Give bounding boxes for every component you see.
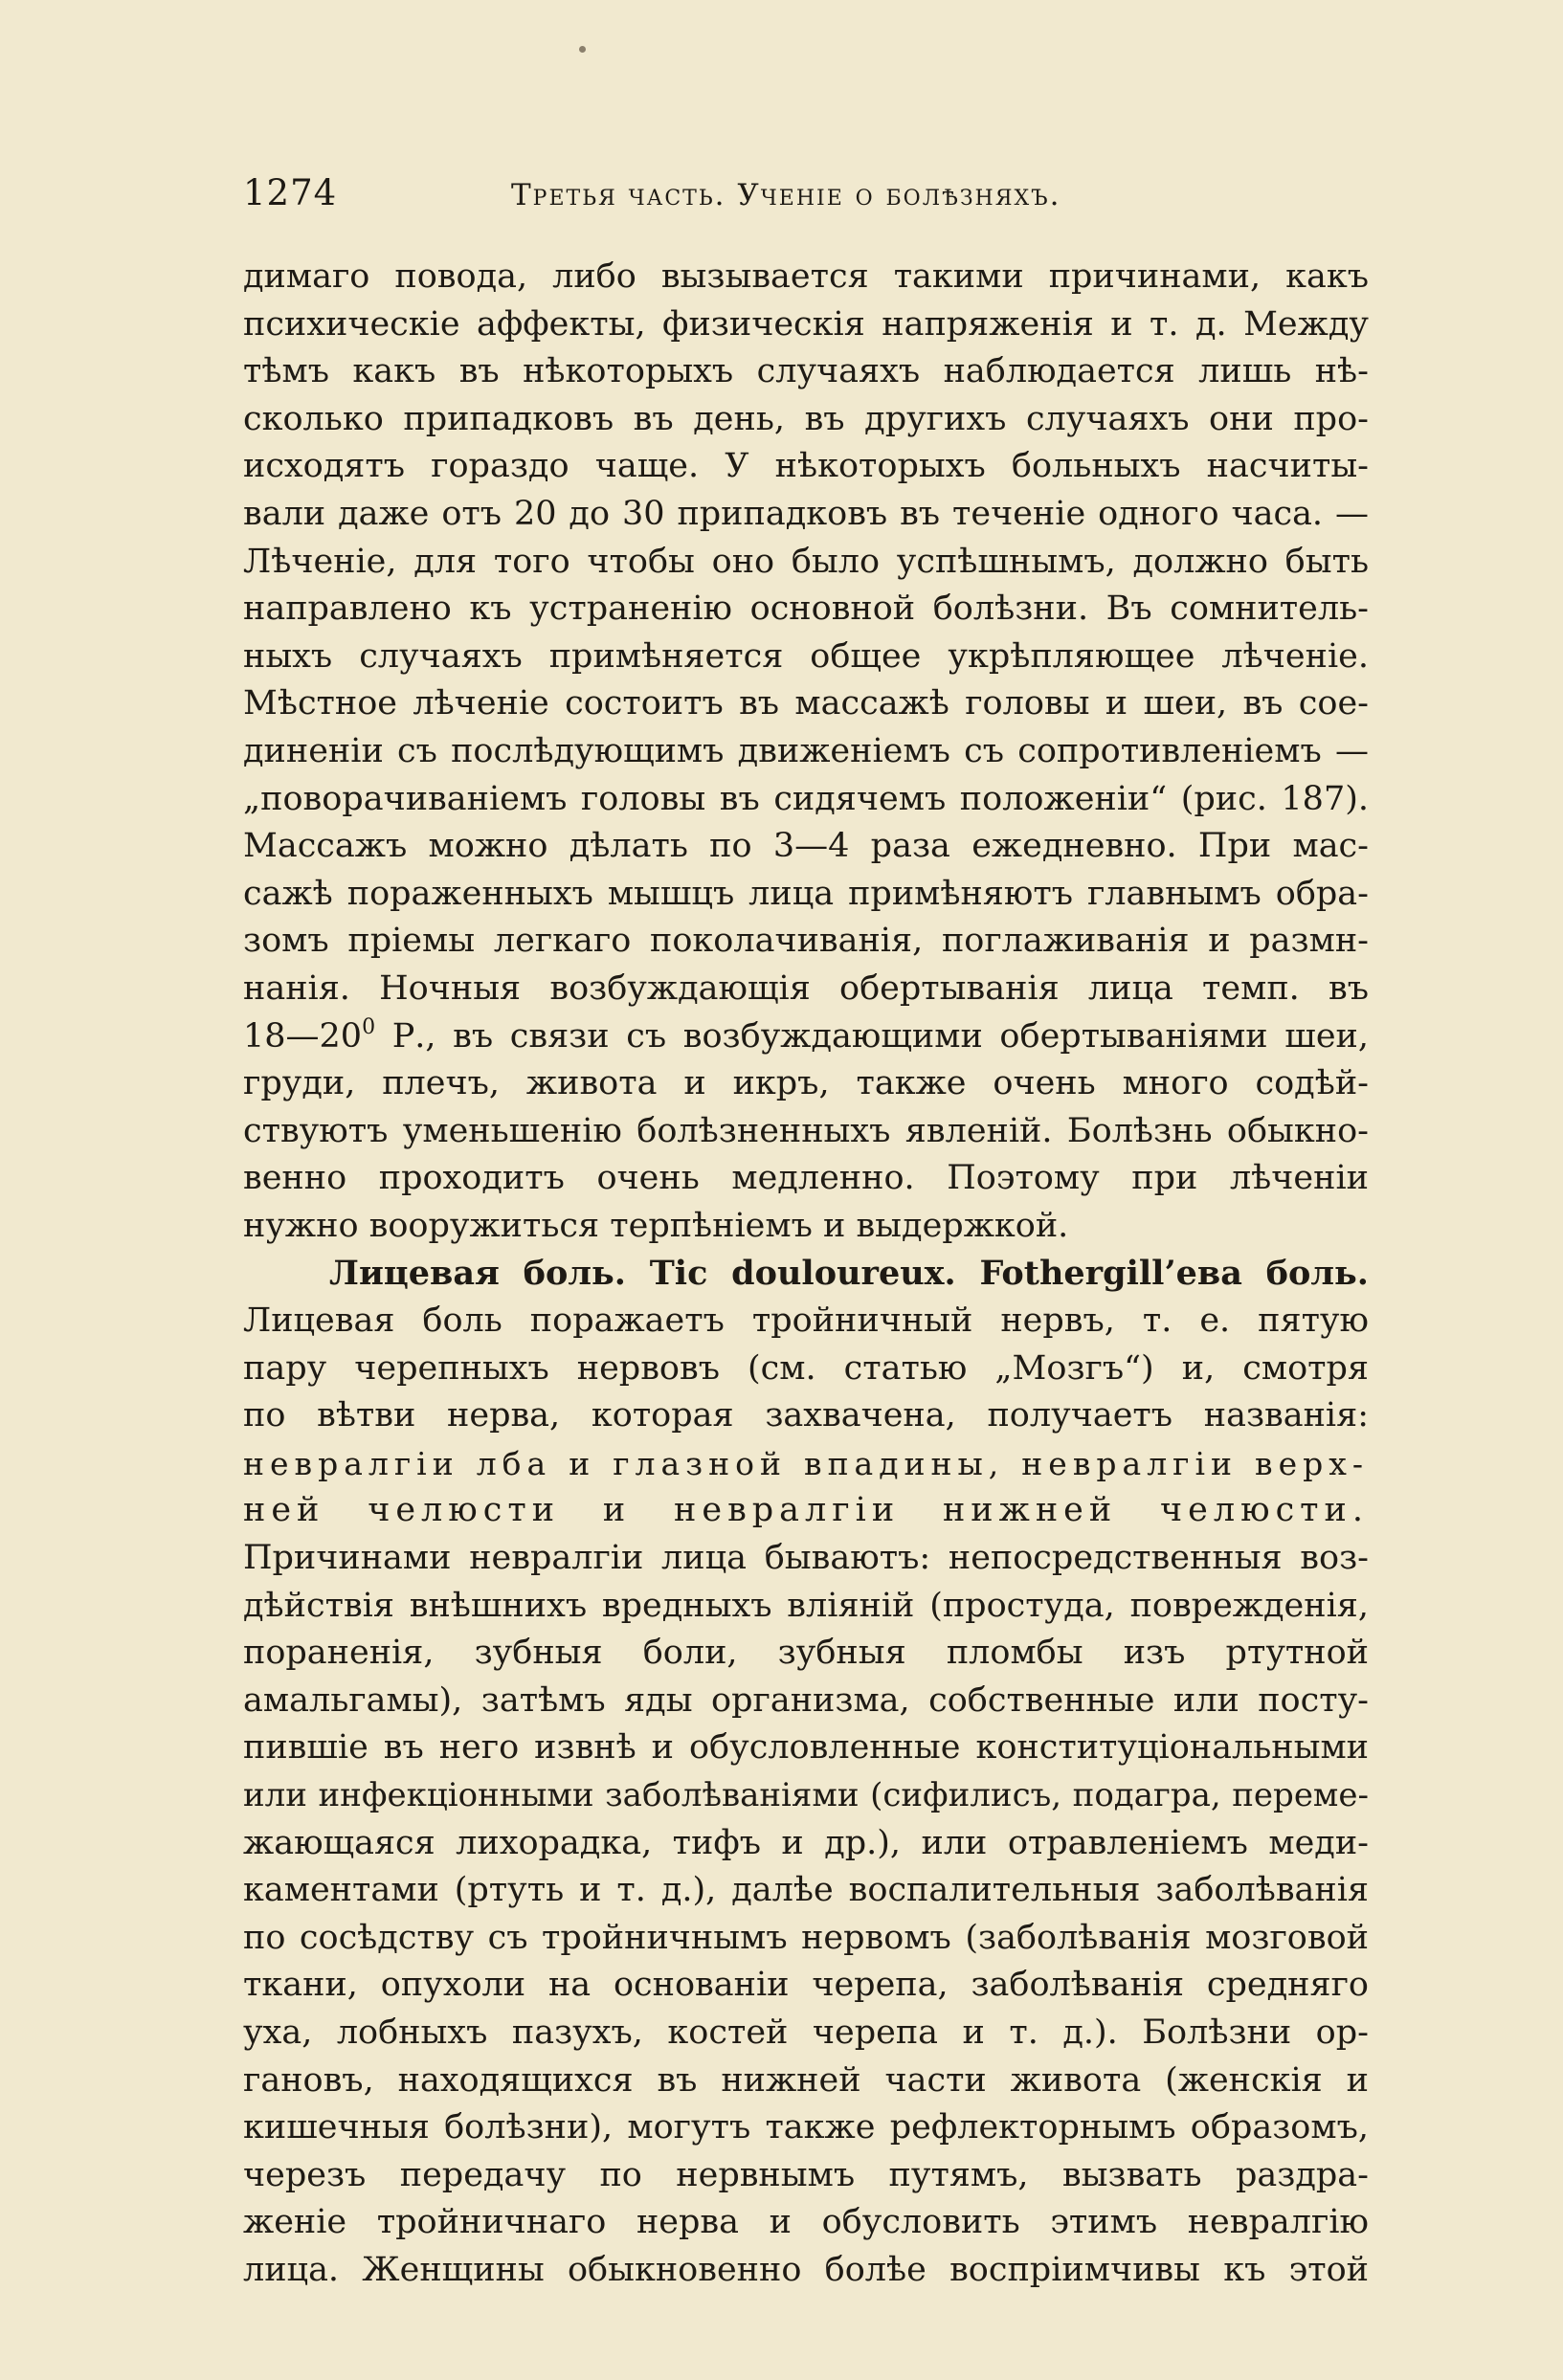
text-line	[243, 301, 1369, 349]
text-line	[243, 491, 1369, 539]
text-line	[243, 823, 1369, 871]
text-line	[243, 2247, 1369, 2295]
text-line	[243, 396, 1369, 444]
text-line	[243, 1724, 1369, 1772]
line-text: зомъ прiемы легкаго поколачиванiя, поглаживанiя и размн-	[243, 922, 1369, 961]
text-line	[243, 1487, 1369, 1535]
text-line	[243, 1630, 1369, 1678]
text-line	[243, 1820, 1369, 1868]
section-heading	[243, 1250, 1369, 1298]
paper-speck	[579, 46, 586, 53]
line-text: по сосѣдству съ тройничнымъ нервомъ (заболѣванiя мозговой	[243, 1918, 1369, 1957]
page-header	[243, 172, 1369, 222]
degree-superscript: 0	[362, 1014, 376, 1039]
line-text: ткани, опухоли на основанiи черепа, заболѣванiя средняго	[243, 1966, 1369, 2005]
text-line	[243, 1203, 1369, 1251]
text-line	[243, 586, 1369, 634]
line-text: сколько припадковъ въ день, въ другихъ случаяхъ они про-	[243, 399, 1369, 438]
text-line	[243, 1298, 1369, 1346]
text-line	[243, 2152, 1369, 2200]
line-text-continued: Р., въ связи съ возбуждающими обертыванiями шеи,	[375, 1016, 1369, 1056]
text-line	[243, 2010, 1369, 2057]
line-text: Лицевая боль поражаетъ тройничный нервъ, т. е. пятую	[243, 1301, 1369, 1341]
line-text: лица. Женщины обыкновенно болѣе воспрiимчивы къ этой	[243, 2250, 1369, 2289]
line-text: пару черепныхъ нервовъ (см. статью „Мозгъ“) и, смотря	[243, 1348, 1369, 1388]
text-line	[243, 1108, 1369, 1156]
line-text: ныхъ случаяхъ примѣняется общее укрѣпляющее лѣченiе.	[243, 636, 1369, 676]
text-line	[243, 1535, 1369, 1583]
text-line	[243, 539, 1369, 587]
line-text: сажѣ пораженныхъ мышцъ лица примѣняютъ главнымъ обра-	[243, 874, 1369, 913]
text-line	[243, 1392, 1369, 1440]
line-text: Массажъ можно дѣлать по 3—4 раза ежедневно. При мас-	[243, 827, 1369, 866]
line-text: вали даже отъ 20 до 30 припадковъ въ теченiе одного часа. —	[243, 494, 1369, 533]
text-line	[243, 2104, 1369, 2152]
line-text: ней челюсти и невралгiи нижней челюсти.	[243, 1491, 1369, 1530]
text-line	[243, 966, 1369, 1013]
line-text: диненiи съ послѣдующимъ движенiемъ съ сопротивленiемъ —	[243, 731, 1369, 770]
line-text: нужно вооружиться терпѣнiемъ и выдержкой.	[243, 1206, 1069, 1245]
text-line	[243, 776, 1369, 824]
text-line	[243, 2199, 1369, 2247]
text-line	[243, 254, 1369, 301]
line-text: направлено къ устраненiю основной болѣзни. Въ сомнитель-	[243, 589, 1369, 629]
text-line	[243, 348, 1369, 396]
line-text: женiе тройничнаго нерва и обусловить этимъ невралгiю	[243, 2203, 1369, 2242]
text-line	[243, 918, 1369, 966]
line-text: пораненiя, зубныя боли, зубныя пломбы изъ ртутной	[243, 1634, 1369, 1673]
line-text: или инфекцiонными заболѣванiями (сифилисъ, подагра, переме-	[243, 1776, 1369, 1814]
text-line	[243, 1867, 1369, 1915]
line-text: каментами (ртуть и т. д.), далѣе воспалительныя заболѣванiя	[243, 1871, 1369, 1910]
line-text: пившiе въ него извнѣ и обусловленные конституцiональными	[243, 1728, 1369, 1768]
text-line	[243, 1772, 1369, 1820]
text-line	[243, 1346, 1369, 1393]
line-text: тѣмъ какъ въ нѣкоторыхъ случаяхъ наблюдается лишь нѣ-	[243, 352, 1369, 391]
line-text: кишечныя болѣзни), могутъ также рефлекторнымъ образомъ,	[243, 2108, 1369, 2147]
line-text: венно проходитъ очень медленно. Поэтому при лѣченiи	[243, 1159, 1369, 1198]
text-line	[243, 1583, 1369, 1631]
text-line	[243, 2057, 1369, 2105]
line-text: ствуютъ уменьшенiю болѣзненныхъ явленiй. Болѣзнь обыкно-	[243, 1111, 1369, 1150]
line-text: димаго повода, либо вызывается такими причинами, какъ	[243, 257, 1369, 296]
text-line	[243, 1915, 1369, 1963]
line-text: жающаяся лихорадка, тифъ и др.), или отравленiемъ меди-	[243, 1823, 1369, 1862]
line-text: „поворачиванiемъ головы въ сидячемъ положенiи“ (рис. 187).	[243, 779, 1369, 818]
text-line	[243, 1678, 1369, 1725]
line-text: уха, лобныхъ пазухъ, костей черепа и т. д.). Болѣзни ор-	[243, 2013, 1369, 2052]
text-line	[243, 1155, 1369, 1203]
text-line	[243, 1013, 1369, 1061]
line-text: Лицевая боль. Tic douloureux. Fothergill’ева боль.	[329, 1254, 1369, 1294]
text-line	[243, 871, 1369, 919]
line-text: Причинами невралгiи лица бываютъ: непосредственныя воз-	[243, 1539, 1369, 1578]
line-text: психическiе аффекты, физическiя напряженiя и т. д. Между	[243, 304, 1369, 344]
line-text: Лѣченiе, для того чтобы оно было успѣшнымъ, должно быть	[243, 542, 1369, 581]
text-line	[243, 1440, 1369, 1488]
text-line	[243, 1060, 1369, 1108]
line-text: гановъ, находящихся въ нижней части живота (женскiя и	[243, 2060, 1369, 2100]
text-line	[243, 443, 1369, 491]
line-text: невралгiи лба и глазной впадины, невралгiи верх-	[243, 1444, 1369, 1482]
body-text	[243, 254, 1369, 2295]
text-line	[243, 680, 1369, 728]
line-text: амальгамы), затѣмъ яды организма, собственные или посту-	[243, 1680, 1369, 1720]
running-head: Третья часть. Ученiе о болѣзняхъ.	[511, 178, 1061, 212]
line-text: по вѣтви нерва, которая захвачена, получаетъ названiя:	[243, 1396, 1369, 1435]
line-text: груди, плечъ, живота и икръ, также очень много содѣй-	[243, 1064, 1369, 1103]
line-text: дѣйствiя внѣшнихъ вредныхъ влiянiй (простуда, поврежденiя,	[243, 1586, 1369, 1625]
line-text: Мѣстное лѣченiе состоитъ въ массажѣ головы и шеи, въ сое-	[243, 684, 1369, 723]
text-line	[243, 728, 1369, 776]
line-text: нанiя. Ночныя возбуждающiя обертыванiя лица темп. въ	[243, 968, 1369, 1008]
text-line	[243, 634, 1369, 681]
line-text: черезъ передачу по нервнымъ путямъ, вызвать раздра-	[243, 2155, 1369, 2194]
line-text: 18—20	[243, 1016, 363, 1056]
line-text: исходятъ гораздо чаще. У нѣкоторыхъ больныхъ насчиты-	[243, 447, 1369, 486]
text-line	[243, 1962, 1369, 2010]
page-number: 1274	[243, 172, 338, 213]
